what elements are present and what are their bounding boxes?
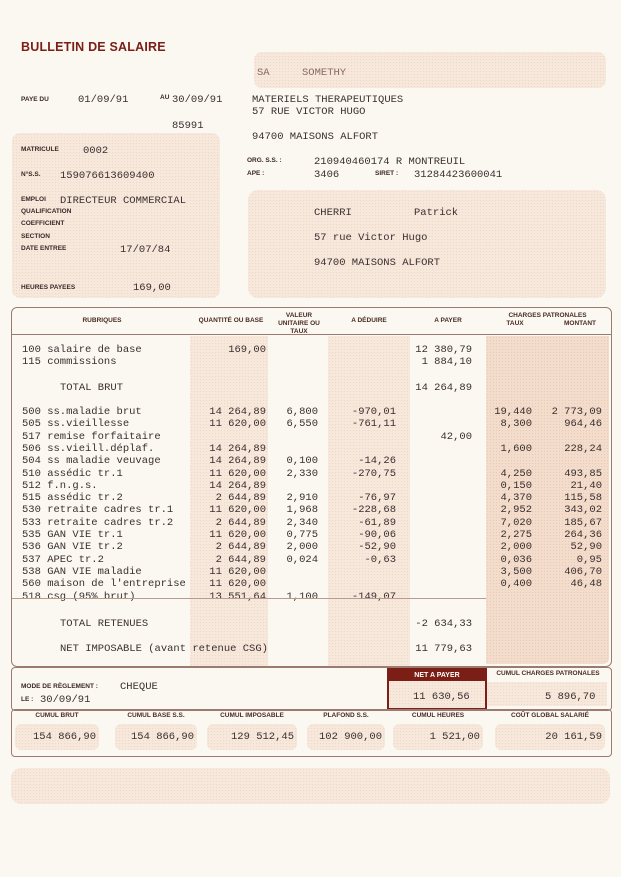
period-reference: 85991 (172, 120, 204, 132)
row-label: 510 assédic tr.1 (22, 467, 123, 480)
row-charge-rate: 0,036 (500, 553, 532, 566)
payroll-table (11, 307, 612, 667)
payment-date-label: LE : (21, 696, 34, 703)
cumul-label: COÛT GLOBAL SALARIÉ (511, 712, 589, 719)
company-street: 57 RUE VICTOR HUGO (252, 106, 366, 118)
row-charge-amount: 964,46 (564, 418, 602, 431)
row-label: 536 GAN VIE tr.2 (22, 541, 123, 554)
company-name: SOMETHY (302, 67, 347, 79)
matricule-value: 0002 (83, 145, 109, 157)
row-label: 530 retraite cadres tr.1 (22, 504, 174, 517)
row-charge-rate: 1,600 (500, 442, 532, 455)
net-a-payer-box (387, 668, 487, 710)
table-row (12, 554, 611, 567)
row-qty: 11 620,00 (209, 529, 266, 541)
row-charge-amount: 185,67 (564, 516, 602, 529)
header-montant: MONTANT (563, 320, 596, 327)
date-entree-label: DATE ENTREE (21, 245, 67, 252)
table-row (12, 443, 611, 456)
row-charge-rate: 2,952 (500, 504, 532, 517)
row-rate: 0,100 (286, 455, 318, 468)
table-row (12, 406, 611, 419)
header-payer: A PAYER (434, 317, 462, 324)
header-charges: CHARGES PATRONALES (508, 312, 587, 319)
cumul-value: 154 866,90 (32, 731, 96, 743)
row-deduct: -61,89 (358, 516, 396, 529)
row-label: 115 commissions (22, 356, 117, 368)
company-activity: MATERIELS THERAPEUTIQUES (252, 94, 404, 106)
cumul-label: CUMUL BASE S.S. (127, 712, 185, 719)
cumul-charges-label: CUMUL CHARGES PATRONALES (496, 670, 600, 677)
row-label: 535 GAN VIE tr.1 (22, 529, 123, 541)
payment-date-value: 30/09/91 (40, 694, 91, 706)
row-charge-rate: 0,150 (500, 479, 532, 492)
row-qty: 14 264,89 (209, 406, 266, 418)
heures-label: HEURES PAYEES (21, 284, 76, 291)
row-charge-amount: 0,95 (576, 553, 602, 566)
ape-label: APE : (247, 170, 265, 177)
payment-mode-value: CHEQUE (120, 681, 158, 693)
table-row (12, 455, 611, 468)
table-body (12, 406, 611, 606)
row-rate: 0,024 (286, 553, 318, 566)
row-deduct: -270,75 (351, 467, 396, 480)
row-qty: 11 620,00 (209, 418, 266, 431)
period-to: 30/09/91 (172, 94, 223, 106)
org-ss-value: 210940460174 R MONTREUIL (314, 156, 466, 168)
row-qty: 11 620,00 (209, 504, 266, 517)
period-to-label: AU (160, 94, 170, 101)
row-qty: 11 620,00 (209, 565, 266, 578)
row-charge-rate: 0,400 (500, 578, 532, 591)
row-rate: 1,100 (286, 590, 318, 603)
table-row (12, 492, 611, 505)
cumul-value: 154 866,90 (130, 731, 194, 743)
table-row (12, 504, 611, 517)
row-deduct: -228,68 (351, 504, 396, 517)
row-rate: 0,775 (286, 529, 318, 541)
row-charge-amount: 343,02 (564, 504, 602, 517)
cumul-label: CUMUL IMPOSABLE (220, 712, 284, 719)
row-charge-rate: 4,370 (500, 492, 532, 505)
total-retenues-value: -2 634,33 (415, 618, 472, 630)
row-label: 512 f.n.g.s. (22, 479, 98, 492)
cumul-value: 20 161,59 (545, 731, 602, 743)
row-label: 500 ss.maladie brut (22, 406, 142, 418)
nss-label: N°S.S. (21, 171, 41, 178)
cumul-value: 1 521,00 (429, 731, 480, 743)
row-qty: 14 264,89 (209, 442, 266, 455)
total-divider (12, 598, 486, 599)
employee-firstname: Patrick (414, 207, 459, 219)
table-row (12, 566, 611, 579)
header-rubriques: RUBRIQUES (82, 317, 122, 324)
heures-value: 169,00 (133, 282, 171, 294)
row-label: 538 GAN VIE maladie (22, 565, 142, 578)
row-charge-amount: 115,58 (564, 492, 602, 505)
row-rate: 1,968 (286, 504, 318, 517)
row-pay: 42,00 (440, 430, 472, 443)
row-rate: 2,340 (286, 516, 318, 529)
table-row (12, 431, 611, 444)
row-qty: 2 644,89 (215, 553, 266, 566)
org-ss-label: ORG. S.S. : (247, 157, 282, 164)
cumul-label: PLAFOND S.S. (323, 712, 369, 719)
company-city: 94700 MAISONS ALFORT (252, 131, 379, 143)
net-imposable-label: NET IMPOSABLE (avant retenue CSG) (60, 643, 268, 655)
row-qty: 11 620,00 (209, 467, 266, 480)
total-brut-value: 14 264,89 (415, 382, 472, 394)
table-row (12, 356, 611, 369)
document-title: BULLETIN DE SALAIRE (21, 40, 166, 54)
period-from-label: PAYE DU (21, 96, 49, 103)
cumul-value: 102 900,00 (318, 731, 382, 743)
row-label: 100 salaire de base (22, 344, 142, 356)
row-charge-amount: 2 773,09 (551, 406, 602, 418)
cumul-value: 129 512,45 (230, 731, 294, 743)
table-row (12, 344, 611, 357)
row-label: 560 maison de l'entreprise (22, 578, 186, 591)
row-rate: 2,330 (286, 467, 318, 480)
emploi-label: EMPLOI (21, 196, 46, 203)
table-row (12, 468, 611, 481)
row-deduct: -52,90 (358, 541, 396, 554)
row-charge-rate: 2,275 (500, 529, 532, 541)
header-valeur: VALEUR UNITAIRE OU TAUX (278, 312, 320, 335)
row-charge-amount: 46,48 (570, 578, 602, 591)
total-brut-label: TOTAL BRUT (60, 382, 124, 394)
row-deduct: -0,63 (364, 553, 396, 566)
row-charge-rate: 19,440 (494, 406, 532, 418)
row-deduct: -90,06 (358, 529, 396, 541)
row-label: 505 ss.vieillesse (22, 418, 130, 431)
header-deduire: A DÉDUIRE (351, 317, 387, 324)
table-row (12, 480, 611, 493)
row-label: 533 retraite cadres tr.2 (22, 516, 174, 529)
total-retenues-label: TOTAL RETENUES (60, 618, 149, 630)
row-qty: 169,00 (228, 344, 266, 356)
employee-name: CHERRI (314, 207, 352, 219)
row-charge-rate: 7,020 (500, 516, 532, 529)
row-charge-amount: 52,90 (570, 541, 602, 554)
row-charge-rate: 3,500 (500, 565, 532, 578)
emploi-value: DIRECTEUR COMMERCIAL (60, 195, 187, 207)
row-label: 515 assédic tr.2 (22, 492, 123, 505)
row-qty: 14 264,89 (209, 455, 266, 468)
qualification-label: QUALIFICATION (21, 208, 72, 215)
table-row (12, 418, 611, 431)
row-pay: 1 884,10 (421, 356, 472, 368)
cumul-label: CUMUL HEURES (411, 712, 465, 719)
row-label: 518 csg (95% brut) (22, 590, 136, 603)
row-qty: 13 551,64 (209, 590, 266, 603)
row-deduct: -76,97 (358, 492, 396, 505)
rows-top (12, 344, 611, 372)
row-charge-amount: 493,85 (564, 467, 602, 480)
row-deduct: -970,01 (351, 406, 396, 418)
table-row (12, 517, 611, 530)
payment-mode-label: MODE DE RÈGLEMENT : (21, 683, 98, 690)
table-row (12, 529, 611, 542)
date-entree-value: 17/07/84 (120, 244, 171, 256)
table-row (12, 578, 611, 591)
row-rate: 6,550 (286, 418, 318, 431)
employee-info-box (12, 133, 220, 298)
row-deduct: -761,11 (351, 418, 396, 431)
nss-value: 159076613609400 (60, 170, 155, 182)
row-charge-rate: 4,250 (500, 467, 532, 480)
header-quantite: QUANTITÉ OU BASE (198, 317, 264, 324)
row-charge-amount: 228,24 (564, 442, 602, 455)
row-charge-amount: 406,70 (564, 565, 602, 578)
row-pay: 12 380,79 (415, 344, 472, 356)
row-label: 537 APEC tr.2 (22, 553, 104, 566)
company-legal-form: SA (257, 67, 270, 79)
employee-street: 57 rue Victor Hugo (314, 232, 428, 244)
row-charge-amount: 21,40 (570, 479, 602, 492)
net-a-payer-label: NET A PAYER (389, 670, 485, 681)
table-row (12, 591, 611, 604)
row-label: 517 remise forfaitaire (22, 430, 161, 443)
row-rate: 2,000 (286, 541, 318, 554)
row-qty: 2 644,89 (215, 541, 266, 554)
row-charge-amount: 264,36 (564, 529, 602, 541)
row-qty: 14 264,89 (209, 479, 266, 492)
bottom-band (11, 768, 610, 804)
net-a-payer-value: 11 630,56 (413, 691, 470, 703)
period-from: 01/09/91 (78, 94, 129, 106)
table-row (12, 541, 611, 554)
net-imposable-value: 11 779,63 (415, 643, 472, 655)
cumul-label: CUMUL BRUT (35, 712, 79, 719)
row-rate: 2,910 (286, 492, 318, 505)
siret-label: SIRET : (375, 170, 399, 177)
row-qty: 2 644,89 (215, 516, 266, 529)
row-charge-rate: 2,000 (500, 541, 532, 554)
row-rate: 6,800 (286, 406, 318, 418)
row-deduct: -14,26 (358, 455, 396, 468)
matricule-label: MATRICULE (21, 146, 59, 153)
row-charge-rate: 8,300 (500, 418, 532, 431)
row-qty: 2 644,89 (215, 492, 266, 505)
siret-value: 31284423600041 (414, 169, 503, 181)
row-label: 504 ss maladie veuvage (22, 455, 161, 468)
row-deduct: -149,07 (351, 590, 396, 603)
section-label: SECTION (21, 233, 50, 240)
row-label: 506 ss.vieill.déplaf. (22, 442, 155, 455)
row-qty: 11 620,00 (209, 578, 266, 591)
coefficient-label: COEFFICIENT (21, 220, 65, 227)
cumul-charges-value: 5 896,70 (545, 691, 596, 703)
ape-value: 3406 (314, 169, 340, 181)
employee-city: 94700 MAISONS ALFORT (314, 257, 441, 269)
header-taux: TAUX (506, 320, 524, 327)
